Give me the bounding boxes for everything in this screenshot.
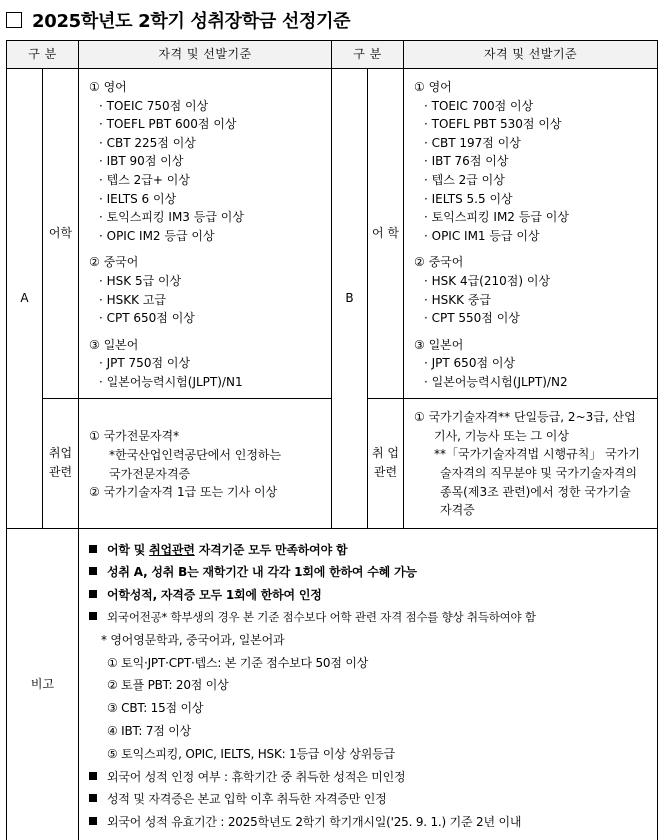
- remark-item: [89, 811, 649, 834]
- page-title: 2025학년도 2학기 성취장학금 선정기준: [32, 11, 351, 32]
- square-bullet-icon: [89, 590, 97, 598]
- list-item: · 텝스 2급+ 이상: [99, 172, 190, 187]
- header-row: [7, 41, 658, 69]
- list-item: · TOEIC 700점 이상: [424, 98, 534, 113]
- list-item: · 토익스피킹 IM2 등급 이상: [424, 210, 569, 225]
- a-chinese-group: [89, 253, 323, 327]
- a-english-group: [89, 78, 323, 245]
- b-job-label: [368, 398, 404, 528]
- a-japanese-group: [89, 336, 323, 392]
- remarks-label: 비고: [7, 528, 79, 840]
- b-chinese-head: ② 중국어: [414, 255, 464, 270]
- header-criteria-b: 자격 및 선발기준: [404, 41, 658, 69]
- square-bullet-icon: [89, 612, 97, 620]
- remark-text: 자격기준 모두 만족하여야 함: [194, 542, 348, 557]
- list-item: ④ IBT: 7점 이상: [107, 723, 192, 738]
- list-item: · IBT 76점 이상: [424, 154, 509, 169]
- a-language-criteria: [79, 69, 332, 399]
- a-job-label-line1: 취업: [48, 446, 73, 461]
- list-item: · OPIC IM1 등급 이상: [424, 228, 540, 243]
- list-item: ① 국가기술자격** 단일등급, 2~3급, 산업: [414, 410, 636, 425]
- a-job-label-line2: 관련: [48, 465, 73, 479]
- remark-text: 성취 A, 성취 B는 재학기간 내 각각 1회에 한하여 수혜 가능: [107, 565, 417, 580]
- remark-item: [89, 539, 649, 562]
- list-item: · 일본어능력시험(JLPT)/N1: [99, 374, 243, 389]
- header-criteria-a: 자격 및 선발기준: [79, 41, 332, 69]
- list-item: · TOEFL PBT 600점 이상: [99, 117, 237, 132]
- list-item: · IELTS 6 이상: [99, 191, 177, 206]
- list-item: · CBT 197점 이상: [424, 135, 521, 150]
- list-item: · HSK 5급 이상: [99, 273, 182, 288]
- a-job-criteria: [79, 398, 332, 528]
- remark-item: [89, 561, 649, 584]
- b-job-label-line2: 관련: [373, 465, 398, 479]
- list-item: · 일본어능력시험(JLPT)/N2: [424, 374, 568, 389]
- list-item: · 텝스 2급 이상: [424, 172, 505, 187]
- list-item: · CPT 550점 이상: [424, 311, 520, 326]
- list-item: · IBT 90점 이상: [99, 154, 184, 169]
- b-job-label-line1: 취 업: [372, 446, 399, 461]
- list-item: ① 국가전문자격*: [89, 429, 180, 444]
- list-item: · 토익스피킹 IM3 등급 이상: [99, 210, 244, 225]
- remark-text: 어학 및: [107, 542, 150, 557]
- square-bullet-icon: [89, 567, 97, 575]
- a-language-label: 어학: [43, 69, 79, 399]
- list-item: 술자격의 직무분야 및 국가기술자격의: [440, 466, 637, 480]
- b-english-group: [414, 78, 649, 245]
- header-category-a: 구 분: [7, 41, 79, 69]
- remark-text: 외국어전공* 학부생의 경우 본 기준 점수보다 어학 관련 자격 점수를 향상 취득하여야 함: [107, 609, 536, 624]
- remark-text: 외국어 성적 유효기간 : 2025학년도 2학기 학기개시일('25. 9. 1.) 기준 2년 이내: [107, 815, 522, 830]
- header-category-b: 구 분: [332, 41, 404, 69]
- list-item: · HSKK 중급: [424, 292, 492, 307]
- b-language-label: 어 학: [368, 69, 404, 399]
- list-item: · CBT 225점 이상: [99, 135, 196, 150]
- a-chinese-head: ② 중국어: [89, 255, 139, 270]
- criteria-table: [6, 40, 658, 840]
- list-item: · HSK 4급(210점) 이상: [424, 273, 551, 288]
- list-item: · JPT 750점 이상: [99, 356, 191, 371]
- list-item: · TOEIC 750점 이상: [99, 98, 209, 113]
- list-item: *한국산업인력공단에서 인정하는: [109, 447, 282, 462]
- remark-item: [89, 607, 649, 629]
- list-item: · TOEFL PBT 530점 이상: [424, 117, 562, 132]
- grade-b-label: B: [332, 69, 368, 529]
- list-item: 기사, 기능사 또는 그 이상: [434, 428, 569, 443]
- list-item: · JPT 650점 이상: [424, 356, 516, 371]
- list-item: ② 국가기술자격 1급 또는 기사 이상: [89, 485, 278, 500]
- b-chinese-group: [414, 253, 649, 327]
- b-japanese-group: [414, 336, 649, 392]
- grade-a-label: A: [7, 69, 43, 529]
- list-item: · OPIC IM2 등급 이상: [99, 228, 215, 243]
- square-bullet-icon: [89, 545, 97, 553]
- b-english-head: ① 영어: [414, 80, 452, 94]
- remark-text: 어학성적, 자격증 모두 1회에 한하여 인정: [107, 588, 322, 603]
- remark-text: 성적 및 자격증은 본교 입학 이후 취득한 자격증만 인정: [107, 792, 387, 807]
- list-item: · IELTS 5.5 이상: [424, 191, 513, 206]
- list-item: 자격증: [440, 503, 475, 518]
- remark-underlined-text: 취업관련: [149, 542, 195, 557]
- checkbox-icon: [6, 12, 22, 28]
- remark-item: [89, 788, 649, 811]
- remark-text: 외국어 성적 인정 여부 : 휴학기간 중 취득한 성적은 미인정: [107, 769, 406, 784]
- b-japanese-head: ③ 일본어: [414, 337, 464, 352]
- list-item: ② 토플 PBT: 20점 이상: [107, 678, 229, 693]
- a-japanese-head: ③ 일본어: [89, 337, 139, 352]
- a-english-head: ① 영어: [89, 80, 127, 94]
- remarks-content: [79, 528, 658, 840]
- square-bullet-icon: [89, 817, 97, 825]
- square-bullet-icon: [89, 772, 97, 780]
- a-job-label: [43, 398, 79, 528]
- remark-item: [89, 584, 649, 607]
- list-item: **「국가기술자격법 시행규칙」 국가기: [434, 447, 640, 462]
- b-language-criteria: [404, 69, 658, 399]
- list-item: 국가전문자격증: [109, 466, 191, 481]
- square-bullet-icon: [89, 794, 97, 802]
- list-item: 종목(제3조 관련)에서 정한 국가기술: [440, 484, 631, 499]
- list-item: ③ CBT: 15점 이상: [107, 701, 204, 716]
- list-item: ⑤ 토익스피킹, OPIC, IELTS, HSK: 1등급 이상 상위등급: [107, 746, 395, 761]
- remark-note: * 영어영문학과, 중국어과, 일본어과: [101, 632, 285, 647]
- language-row: [7, 69, 658, 399]
- list-item: · CPT 650점 이상: [99, 311, 195, 326]
- list-item: ① 토익·JPT·CPT·텝스: 본 기준 점수보다 50점 이상: [107, 655, 369, 670]
- remark-item: [89, 766, 649, 789]
- b-job-criteria: [404, 398, 658, 528]
- title-bar: [6, 6, 350, 34]
- list-item: · HSKK 고급: [99, 292, 167, 307]
- remarks-row: [7, 528, 658, 840]
